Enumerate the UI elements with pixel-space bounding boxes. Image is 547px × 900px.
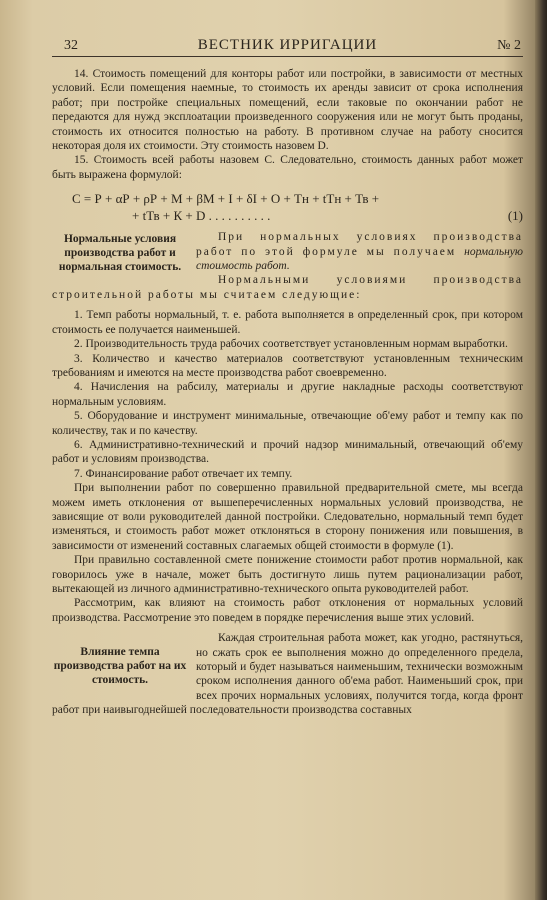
cost-formula	[52, 190, 523, 224]
formula-line-2-text: + tТв + К + D . . . . . . . . . .	[132, 208, 271, 224]
page-number: 32	[64, 38, 78, 53]
paragraph-15: 15. Стоимость всей работы назовем С. Следовательно, стоимость данных работ может быть выражена формулой:	[52, 154, 523, 181]
page-header	[52, 34, 523, 57]
section-tempo	[52, 631, 523, 717]
list-item: 7. Финансирование работ отвечает их темпу.	[74, 467, 293, 480]
paragraph-consider: Рассмотрим, как влияют на стоимость работ отклонения от нормальных условий производства. Рассмотрение это поведем в порядке перечисления выше этих условий.	[52, 597, 523, 624]
book-spine	[535, 0, 547, 900]
journal-title: ВЕСТНИК ИРРИГАЦИИ	[197, 37, 378, 53]
italic-term: нормальную стоимость работ.	[196, 245, 523, 273]
list-item: 1. Темп работы нормальный, т. е. работа выполняется в определенный срок, при котором стоимость ее получается наименьшей.	[52, 309, 523, 336]
page-body	[52, 67, 523, 718]
formula-number: (1)	[507, 208, 523, 224]
list-item: 4. Начисления на рабсилу, материалы и другие накладные расходы соответствуют нормальным условиям.	[52, 381, 523, 408]
issue-number: № 2	[497, 38, 521, 53]
paragraph-deviations: При выполнении работ по совершенно правильной предварительной смете, мы всегда можем иметь отклонения от вышеперечисленных нормальных условий производства, не зависящие от воли руководителей данной постройки. Следовательно, нормальный темп будет изменяться, и стоимость работ может отклоняться в сторону понижения или повышения, в зависимости от изменений составных слагаемых общей стоимости в формуле (1).	[52, 482, 523, 552]
section-normal-conditions	[52, 230, 523, 302]
list-item: 6. Административно-технический и прочий надзор минимальный, отвечающий об'ему работ и условиям производства.	[52, 438, 523, 466]
normal-conditions-intro: При нормальных условиях производства работ по этой формуле мы получаем нормальную стоимость работ.	[196, 231, 523, 273]
paragraph-14: 14. Стоимость помещений для конторы работ или постройки, в зависимости от местных условий. Если помещения наемные, то стоимость их аренды зависит от срока исполнения работ; при постройке специальных помещений, если таковые по окончании работ не передаются для нужд эксплоатации произведенного сооружения или не могут быть проданы, стоимость их относится полностью на работу. В противном случае на работу сносится некоторая доля их стоимости. Эту стоимость назовем D.	[52, 68, 523, 153]
conditions-list	[52, 308, 523, 481]
tempo-text: Каждая строительная работа может, как угодно, растянуться, но сжать срок ее выполнения можно до определенного предела, который и будет называться наименьшим, технически возможным сроком исполнения данного об'ема работ. Наименьший срок, при всех прочих нормальных условиях, получится тогда, когда фронт работ при наивыгоднейшей последовательности производства составных	[52, 632, 523, 717]
formula-line-1: С = Р + αР + ρР + М + βМ + I + δI + О + Тн + tТн + Тв +	[72, 191, 380, 207]
sidehead-normal-conditions: Нормальные условия производства работ и нормальная стоимость.	[58, 233, 182, 274]
list-item: 5. Оборудование и инструмент минимальные, отвечающие об'ему работ и темпу как по количеству, так и по качеству.	[52, 410, 523, 437]
list-item: 2. Производительность труда рабочих соответствует установленным нормам выработки.	[74, 338, 508, 351]
normal-conditions-definition: Нормальными условиями производства строительной работы мы считаем следующие:	[52, 274, 523, 301]
formula-line-2	[52, 207, 523, 224]
paragraph-cost-reduction: При правильно составленной смете понижение стоимости работ против нормальной, как говорилось уже в начале, может быть достигнуто лишь путем рационализации работ, вытекающей из личного административно-технического опыта руководителей работ.	[52, 554, 523, 595]
list-item: 3. Количество и качество материалов соответствуют установленным техническим требованиям и имеются на месте производства работ своевременно.	[52, 352, 523, 379]
sidehead-tempo: Влияние темпа производства работ на их стоимость.	[53, 646, 187, 687]
